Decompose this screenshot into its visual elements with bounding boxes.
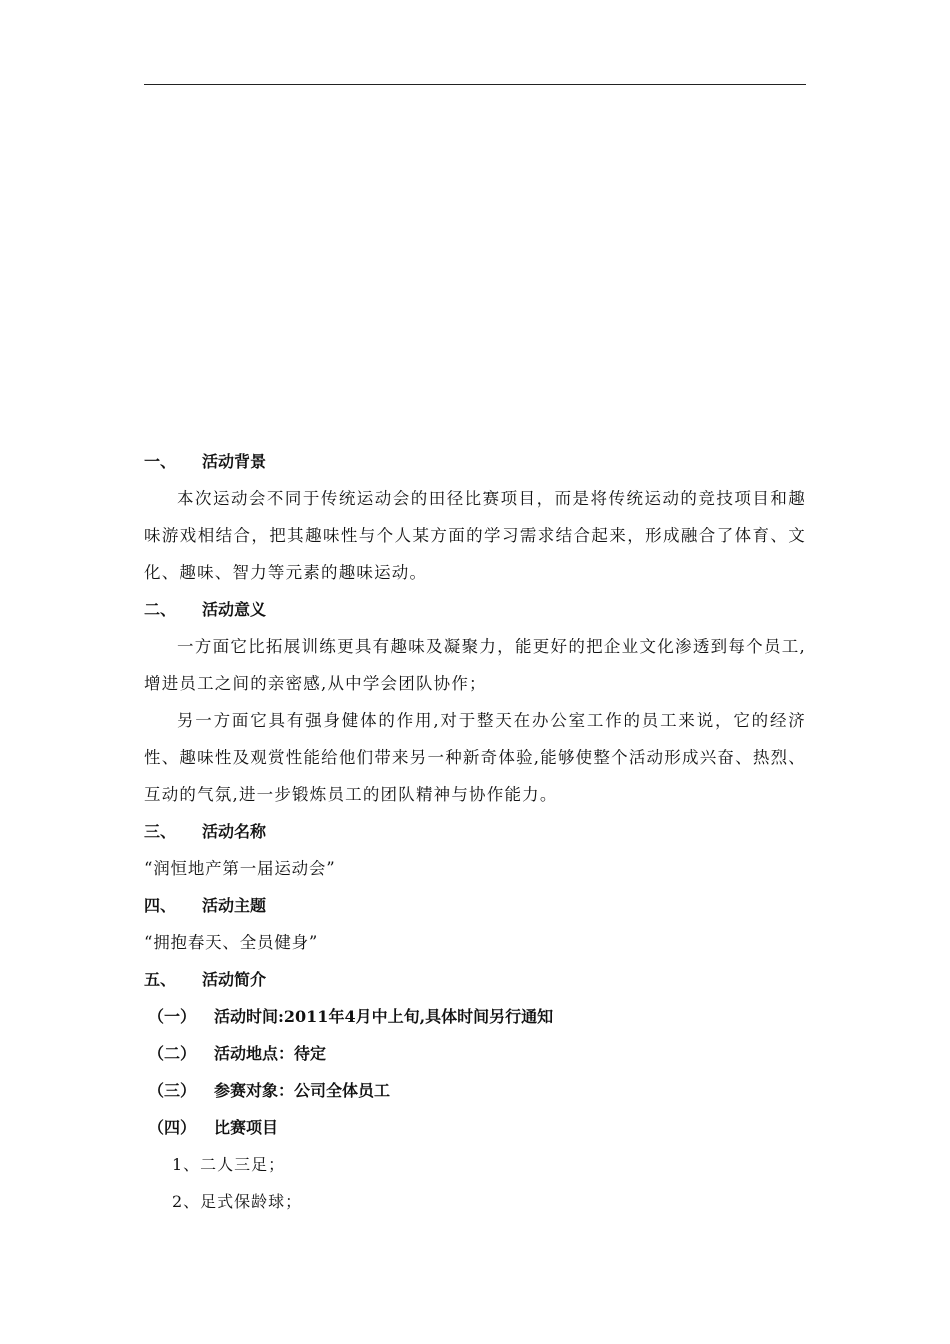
- event-theme-text: “拥抱春天、全员健身”: [144, 933, 319, 952]
- section-number: 四、: [144, 896, 177, 915]
- section-number: 二、: [144, 600, 177, 619]
- section-title: 活动背景: [202, 452, 267, 471]
- paragraph: 一方面它比拓展训练更具有趣味及凝聚力，能更好的把企业文化渗透到每个员工,增进员工之间的亲密感,从中学会团队协作；: [144, 637, 806, 693]
- subitem-events: [144, 1109, 806, 1146]
- document-body: [144, 443, 806, 1220]
- section-title: 活动主题: [202, 896, 267, 915]
- section-number: 三、: [144, 822, 177, 841]
- subitem-number: （二）: [148, 1044, 197, 1063]
- subitem-number: （三）: [148, 1081, 197, 1100]
- subitem-participants: [144, 1072, 806, 1109]
- section-heading-background: [144, 443, 806, 480]
- header-rule: [144, 84, 806, 85]
- section-heading-theme: [144, 887, 806, 924]
- section-heading-significance: [144, 591, 806, 628]
- subitem-location: [144, 1035, 806, 1072]
- subitem-number: （一）: [148, 1007, 197, 1026]
- event-name-text: “润恒地产第一届运动会”: [144, 859, 336, 878]
- subitem-number: （四）: [148, 1118, 197, 1137]
- section-number: 一、: [144, 452, 177, 471]
- subitem-text: 活动地点：待定: [214, 1044, 327, 1063]
- subitem-text: 参赛对象：公司全体员工: [214, 1081, 391, 1100]
- section-number: 五、: [144, 970, 177, 989]
- subitem-text: 比赛项目: [214, 1118, 279, 1137]
- paragraph: 本次运动会不同于传统运动会的田径比赛项目，而是将传统运动的竞技项目和趣味游戏相结合，把其趣味性与个人某方面的学习需求结合起来，形成融合了体育、文化、趣味、智力等元素的趣味运动。: [144, 489, 806, 582]
- subitem-text: 活动时间:2011年4月中上旬,具体时间另行通知: [214, 1007, 554, 1026]
- section-title: 活动意义: [202, 600, 267, 619]
- subitem-time: [144, 998, 806, 1035]
- list-item: 1、二人三足；: [172, 1155, 286, 1174]
- section-title: 活动名称: [202, 822, 267, 841]
- section-title: 活动简介: [202, 970, 267, 989]
- section-heading-name: [144, 813, 806, 850]
- section-heading-overview: [144, 961, 806, 998]
- list-item: 2、足式保龄球；: [172, 1192, 303, 1211]
- paragraph: 另一方面它具有强身健体的作用,对于整天在办公室工作的员工来说，它的经济性、趣味性及观赏性能给他们带来另一种新奇体验,能够使整个活动形成兴奋、热烈、互动的气氛,进一步锻炼员工的团队精神与协作能力。: [144, 711, 806, 804]
